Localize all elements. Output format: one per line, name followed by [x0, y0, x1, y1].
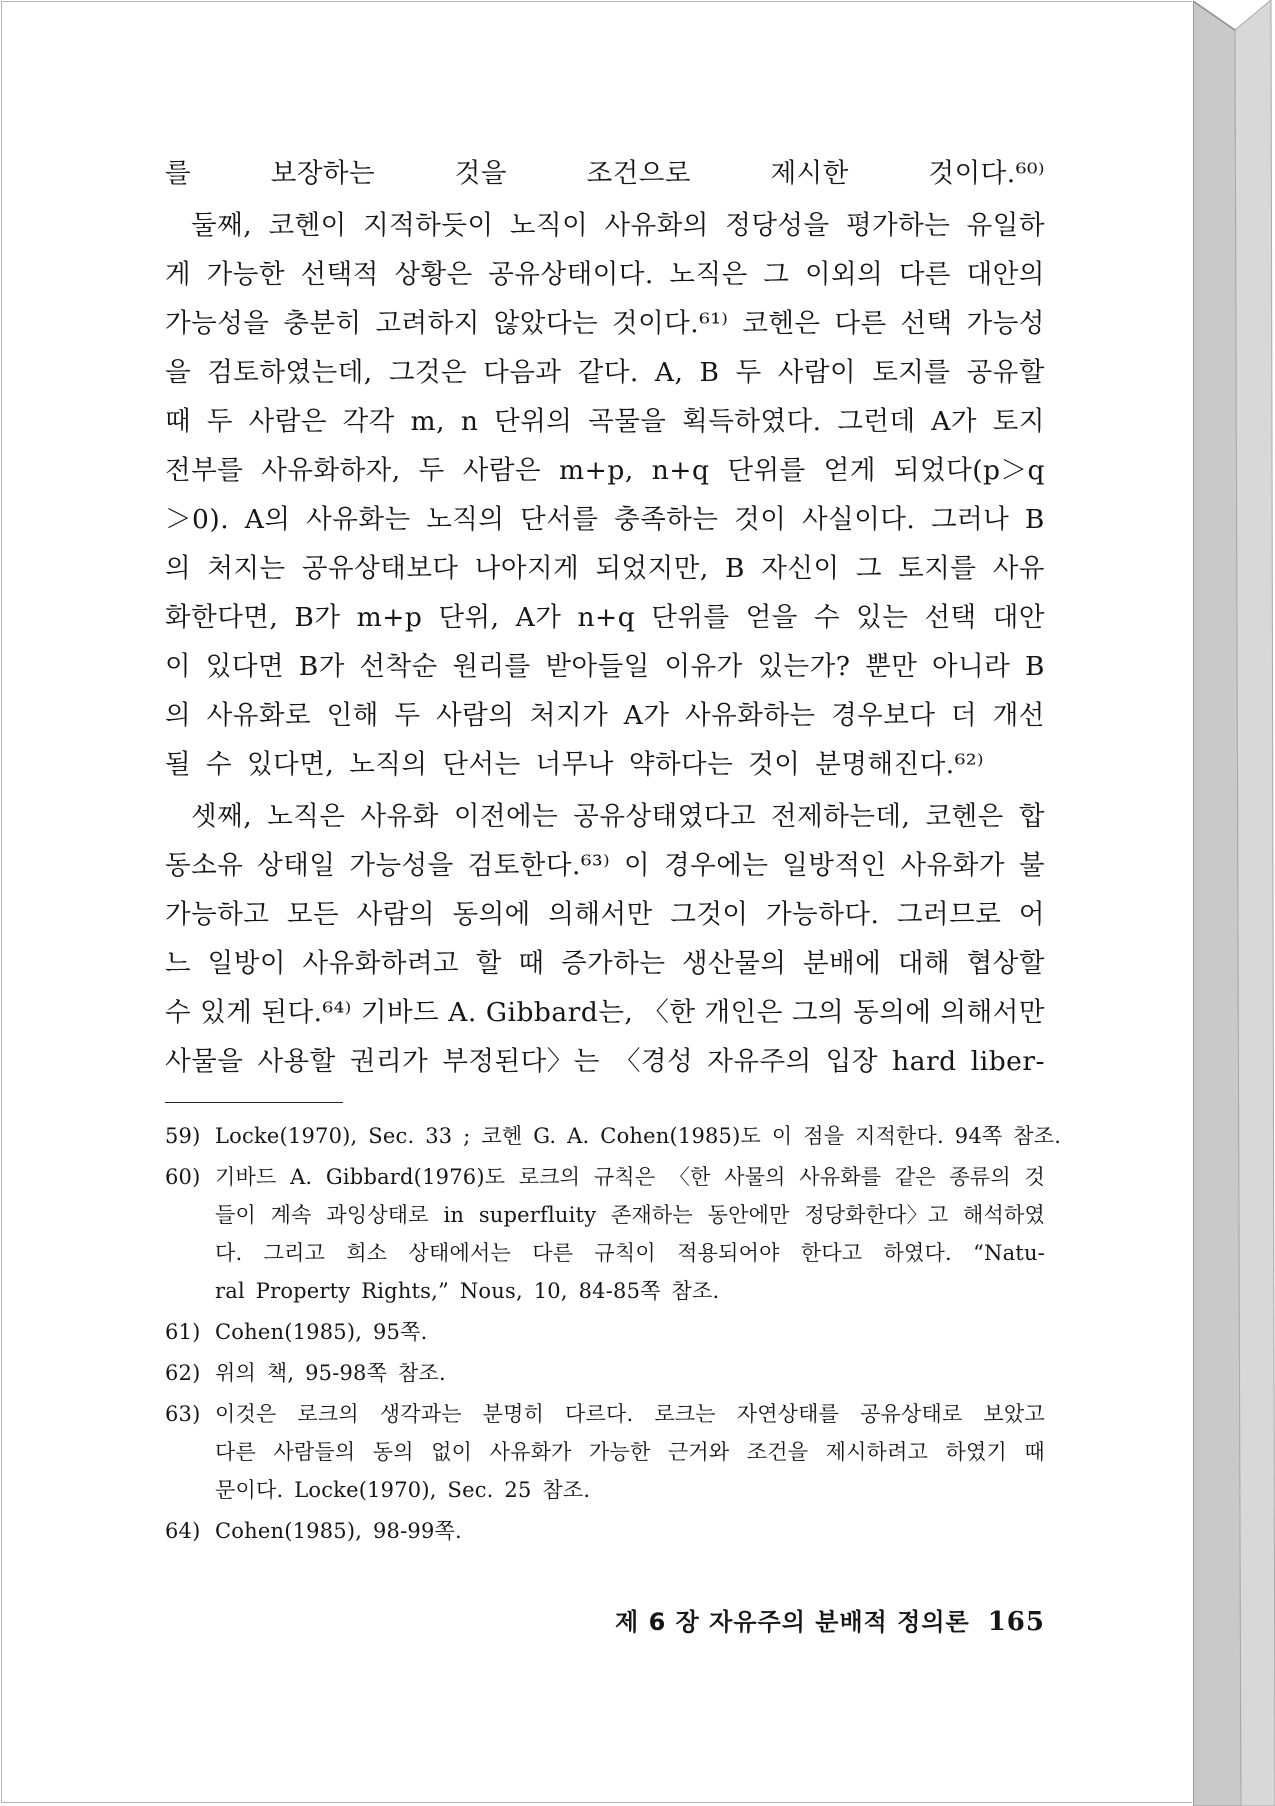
word: A가	[515, 602, 562, 633]
word: in	[443, 1203, 465, 1227]
word: 보았고	[983, 1402, 1045, 1426]
word: 상황은	[394, 259, 473, 290]
word: 조건으로	[586, 158, 691, 189]
word: 일방적인	[782, 850, 887, 881]
word: A의	[244, 504, 291, 535]
word: 노직은	[669, 259, 748, 290]
word: 과잉상태로	[326, 1203, 429, 1227]
word: 로크의	[518, 1165, 581, 1189]
text-line-12	[165, 691, 1045, 740]
word: 코헨은	[742, 308, 821, 339]
word: 사람들의	[273, 1440, 356, 1464]
word: 동의에	[452, 899, 531, 930]
main-text	[165, 149, 1045, 1086]
text-line-15	[165, 841, 1045, 890]
word: 희소	[346, 1241, 388, 1265]
word: n+q	[577, 602, 636, 633]
word: 사유화하려고	[302, 948, 460, 979]
text-line-9	[165, 544, 1045, 593]
text-line-11	[165, 642, 1045, 691]
word: 한다고	[800, 1241, 863, 1265]
word: 되었다(p＞q	[893, 455, 1045, 486]
word: 제시하려고	[825, 1440, 929, 1464]
word: 해석하였	[963, 1203, 1045, 1227]
word: 기바드	[360, 997, 440, 1028]
word: 받아들일	[545, 651, 650, 682]
word: 증가하는	[561, 948, 666, 979]
word: 규칙이	[594, 1241, 656, 1265]
footnote-body	[215, 1158, 1045, 1310]
footnote	[165, 1512, 1045, 1550]
word: 을	[165, 357, 192, 388]
word: 제시한	[770, 158, 849, 189]
word: 대안의	[966, 259, 1045, 290]
word: 사람의	[356, 899, 435, 930]
word: 가능하다.	[766, 899, 880, 930]
footnote-number: 61)	[165, 1320, 201, 1344]
word: 평가하는	[845, 210, 951, 241]
word: 토지를	[898, 553, 977, 584]
word: superfluity	[478, 1203, 597, 1227]
page-edge-shadow	[1193, 0, 1275, 1806]
word: B	[1024, 504, 1045, 535]
word: m,	[410, 406, 446, 437]
word: 사유화가	[489, 1440, 572, 1464]
word: 얻을	[745, 602, 798, 633]
word: 분배에	[803, 948, 882, 979]
footnote-body	[215, 1313, 1045, 1351]
word: 의	[165, 553, 192, 584]
word: 이외의	[804, 259, 884, 290]
text-line-8	[165, 495, 1045, 544]
word: 검토하였는데,	[207, 357, 373, 388]
page-content	[165, 149, 1062, 1550]
word: 그런데	[837, 406, 916, 437]
word: 권리가	[349, 1046, 429, 1077]
word: n	[460, 406, 479, 437]
footnote	[165, 1117, 1062, 1155]
word: 전부를	[165, 455, 244, 486]
word: 사유화	[360, 801, 439, 832]
word: 동안에만	[707, 1203, 790, 1227]
text-line-10	[165, 593, 1045, 642]
word: 상태에서는	[408, 1241, 511, 1265]
word: 각각	[342, 406, 395, 437]
word: 충족하는	[614, 504, 719, 535]
word: 아니라	[931, 651, 1011, 682]
footnote-line	[215, 1234, 1045, 1272]
word: 뿐만	[865, 651, 918, 682]
word: 정당화한다〉고	[804, 1203, 949, 1227]
word: 다르다.	[565, 1402, 634, 1426]
word: 모든	[286, 899, 340, 930]
word: 경우보다	[831, 700, 936, 731]
text-line-13: 될 수 있다면, 노직의 단서는 너무나 약하다는 것이 분명해진다.⁶²⁾	[165, 749, 984, 780]
word: 보장하는	[270, 158, 376, 189]
footnote-body	[215, 1354, 1045, 1392]
word: 사람이	[777, 357, 857, 388]
footnote-line: 문이다. Locke(1970), Sec. 25 참조.	[215, 1478, 591, 1502]
word: A가	[623, 700, 670, 731]
footnote-line: 위의 책, 95-98쪽 참조.	[215, 1361, 446, 1385]
word: 의해서만	[548, 899, 653, 930]
text-line-2	[165, 201, 1045, 250]
word: 것이	[734, 504, 787, 535]
word: liber-	[970, 1046, 1045, 1077]
word: 나아지게	[474, 553, 580, 584]
word: 두	[735, 357, 762, 388]
word: 가능하고	[165, 899, 270, 930]
footnote-line: Cohen(1985), 98-99쪽.	[215, 1519, 462, 1543]
word: 적용되어야	[677, 1241, 780, 1265]
word: 이전에는	[453, 801, 559, 832]
word: 획득하였다.	[682, 406, 822, 437]
word: 할	[475, 948, 502, 979]
word: 수	[813, 602, 841, 633]
word: 자연상태를	[736, 1402, 840, 1426]
word: 게	[165, 259, 192, 290]
word: 가능성을	[349, 850, 454, 881]
word: 단위,	[438, 602, 500, 633]
footnote-line	[215, 1196, 1045, 1234]
footnote-line	[215, 1395, 1045, 1433]
word: 사물의	[724, 1165, 786, 1189]
word: 하였다.	[883, 1241, 952, 1265]
footnote	[165, 1158, 1045, 1310]
footnote-number: 59)	[165, 1124, 201, 1148]
word: 협상할	[966, 948, 1045, 979]
page-number: 165	[987, 1607, 1045, 1637]
word: 그것은	[388, 357, 468, 388]
word: 이것은	[215, 1402, 277, 1426]
word: 있다면	[205, 651, 285, 682]
word: 어	[1018, 899, 1045, 930]
word: B	[699, 357, 720, 388]
word: 것이다.⁶⁰⁾	[928, 158, 1045, 189]
word: 조건을	[746, 1440, 809, 1464]
word: 두	[206, 406, 233, 437]
word: Gibbard는,	[485, 997, 634, 1028]
word: 된다.⁶⁴⁾	[261, 997, 352, 1028]
word: 사유화로	[206, 700, 312, 731]
word: B가	[294, 602, 341, 633]
word: m+p,	[559, 455, 634, 486]
word: 로크는	[654, 1402, 716, 1426]
word: 있게	[200, 997, 253, 1028]
footnote-body	[215, 1512, 1045, 1550]
word: 않았다는	[493, 308, 599, 339]
word: 고려하지	[375, 308, 480, 339]
word: 의	[165, 700, 192, 731]
word: 그러므로	[896, 899, 1002, 930]
word: 자유주의	[707, 1046, 812, 1077]
word: 를	[165, 158, 192, 189]
footnote-divider	[165, 1102, 343, 1103]
word: hard	[892, 1046, 957, 1077]
footnote	[165, 1354, 1045, 1392]
word: 사유화하는	[685, 700, 816, 731]
word: 다음과	[483, 357, 562, 388]
word: 충분히	[283, 308, 362, 339]
text-line-19	[165, 1037, 1045, 1086]
word: 그것이	[670, 899, 749, 930]
word: 가능성을	[165, 308, 270, 339]
word: 원리를	[452, 651, 531, 682]
word: 사실이다.	[802, 504, 916, 535]
word: 이유가	[664, 651, 743, 682]
word: 얻게	[823, 455, 876, 486]
word: 것이다.⁶¹⁾	[611, 308, 729, 339]
word: 없이	[431, 1440, 473, 1464]
word: 선택	[924, 602, 977, 633]
word: 동의	[372, 1440, 414, 1464]
footnote	[165, 1313, 1045, 1351]
word: 선택적	[300, 259, 379, 290]
word: 토지를	[872, 357, 951, 388]
word: 사유화는	[306, 504, 411, 535]
word: 같다.	[577, 357, 639, 388]
word: 입장	[825, 1046, 878, 1077]
word: 하였기	[945, 1440, 1007, 1464]
word: 단위를	[727, 455, 806, 486]
word: A.	[290, 1165, 313, 1189]
footnote-line: Locke(1970), Sec. 33 ; 코헨 G. A. Cohen(1985)도 이 점을 지적한다. 94쪽 참조.	[215, 1124, 1062, 1148]
word: n+q	[651, 455, 710, 486]
word: 전제하는데,	[771, 801, 911, 832]
word: 것	[1024, 1165, 1045, 1189]
word: 사람은	[462, 455, 542, 486]
word: 곡물을	[588, 406, 667, 437]
word: 검토한다.⁶³⁾	[467, 850, 611, 881]
word: 사유화하자,	[261, 455, 401, 486]
footnote-number: 64)	[165, 1519, 201, 1543]
text-line-4	[165, 299, 1045, 348]
word: A.	[448, 997, 477, 1028]
word: 그러나	[930, 504, 1010, 535]
word: 이	[165, 651, 192, 682]
word: 가능성	[966, 308, 1045, 339]
word: 있는	[856, 602, 909, 633]
word: 들이	[215, 1203, 256, 1227]
word: 때	[1024, 1440, 1045, 1464]
word: 코헨은	[925, 801, 1004, 832]
word: 근거와	[667, 1440, 730, 1464]
word: 두	[418, 455, 445, 486]
footnote-body	[215, 1395, 1045, 1509]
word: 계속	[270, 1203, 312, 1227]
word: 사용할	[257, 1046, 336, 1077]
text-line-7	[165, 446, 1045, 495]
text-line-17	[165, 939, 1045, 988]
word: 인해	[326, 700, 379, 731]
word: 존재하는	[610, 1203, 693, 1227]
word: 이	[624, 850, 651, 881]
word: 사유화가	[900, 850, 1005, 881]
word: 지적하듯이	[363, 210, 494, 241]
footnote-body	[215, 1117, 1061, 1155]
word: 단위를	[651, 602, 730, 633]
footnote-line	[215, 1433, 1045, 1471]
word: 대해	[897, 948, 951, 979]
word: 다른	[215, 1440, 256, 1464]
word: 규칙은	[593, 1165, 656, 1189]
word: 공유상태보다	[301, 553, 459, 584]
word: 합	[1018, 801, 1045, 832]
word: ＞0).	[165, 504, 230, 535]
word: 동의에	[853, 997, 932, 1028]
running-title: 제 6 장 자유주의 분배적 정의론	[615, 1608, 970, 1636]
footnote-number: 62)	[165, 1361, 201, 1385]
text-line-3	[165, 250, 1045, 299]
text-line-14	[165, 792, 1045, 841]
word: 것을	[454, 158, 507, 189]
word: 단위의	[494, 406, 573, 437]
word: 때	[165, 406, 192, 437]
word: 셋째,	[191, 801, 253, 832]
word: 있는가?	[757, 651, 851, 682]
word: 불	[1018, 850, 1045, 881]
word: 자신이	[761, 553, 840, 584]
word: 동소유	[165, 850, 244, 881]
word: 같은	[894, 1165, 936, 1189]
word: 유일하	[966, 210, 1045, 241]
word: 사람의	[436, 700, 515, 731]
word: 그	[763, 259, 790, 290]
word: 상태일	[257, 850, 336, 881]
word: A가	[931, 406, 978, 437]
word: 공유할	[966, 357, 1045, 388]
word: 코헨이	[268, 210, 347, 241]
word: 다.	[215, 1241, 243, 1265]
footnote-line	[215, 1158, 1045, 1196]
word: 공유상태이다.	[488, 259, 654, 290]
word: 그리고	[263, 1241, 326, 1265]
word: 다른	[834, 308, 887, 339]
word: 공유상태였다고	[573, 801, 756, 832]
word: B가	[298, 651, 345, 682]
word: 생각과는	[379, 1402, 462, 1426]
text-line-1	[165, 149, 1045, 198]
word: 그의	[791, 997, 845, 1028]
word: 사유	[992, 553, 1045, 584]
word: 처지가	[529, 700, 609, 731]
word: 노직의	[426, 504, 505, 535]
text-line-16	[165, 890, 1045, 939]
word: B	[725, 553, 745, 584]
word: 때	[518, 948, 545, 979]
word: 〈한	[642, 997, 696, 1028]
word: 종류의	[949, 1165, 1011, 1189]
word: 일방이	[207, 948, 286, 979]
text-line-5	[165, 348, 1045, 397]
word: 두	[394, 700, 421, 731]
word: 그	[855, 553, 882, 584]
word: 사유화를	[799, 1165, 882, 1189]
word: 선착순	[359, 651, 438, 682]
word: 다른	[532, 1241, 574, 1265]
word: 노직이	[509, 210, 589, 241]
word: 단서를	[520, 504, 599, 535]
word: 개인은	[704, 997, 783, 1028]
word: 선택	[900, 308, 953, 339]
word: 사물을	[165, 1046, 244, 1077]
footnotes	[165, 1117, 1062, 1550]
word: “Natu-	[973, 1241, 1045, 1265]
word: B	[1024, 651, 1045, 682]
word: 가능한	[206, 259, 285, 290]
footnote-line: Cohen(1985), 95쪽.	[215, 1320, 428, 1344]
word: 수	[165, 997, 192, 1028]
word: 〈한	[668, 1165, 711, 1189]
footnote-number: 63)	[165, 1402, 201, 1426]
word: Gibbard(1976)도	[325, 1165, 506, 1189]
word: 가능한	[588, 1440, 651, 1464]
word: 대안	[992, 602, 1045, 633]
word: 화한다면,	[165, 602, 279, 633]
word: 분명히	[482, 1402, 545, 1426]
word: 경우에는	[664, 850, 769, 881]
word: 공유상태로	[860, 1402, 963, 1426]
word: 노직은	[267, 801, 346, 832]
word: 사람은	[248, 406, 327, 437]
word: 〈경성	[613, 1046, 694, 1077]
footnote-number: 60)	[165, 1165, 201, 1189]
word: 사유화의	[604, 210, 709, 241]
word: 생산물의	[682, 948, 787, 979]
word: 의해서만	[940, 997, 1045, 1028]
word: 로크의	[297, 1402, 359, 1426]
word: 토지	[992, 406, 1045, 437]
running-footer	[0, 1602, 1045, 1637]
word: 기바드	[215, 1165, 277, 1189]
word: 둘째,	[191, 210, 253, 241]
footnote-line: ral Property Rights,” Nous, 10, 84-85쪽 참조.	[215, 1279, 720, 1303]
word: 개선	[992, 700, 1045, 731]
word: A,	[654, 357, 684, 388]
word: 부정된다〉는	[442, 1046, 600, 1077]
word: 되었지만,	[595, 553, 709, 584]
word: 처지는	[207, 553, 286, 584]
word: 더	[951, 700, 978, 731]
word: 다른	[898, 259, 952, 290]
word: 느	[165, 948, 192, 979]
word: m+p	[356, 602, 423, 633]
footnote	[165, 1395, 1045, 1509]
text-line-6	[165, 397, 1045, 446]
word: 정당성을	[725, 210, 830, 241]
text-line-18	[165, 988, 1045, 1037]
